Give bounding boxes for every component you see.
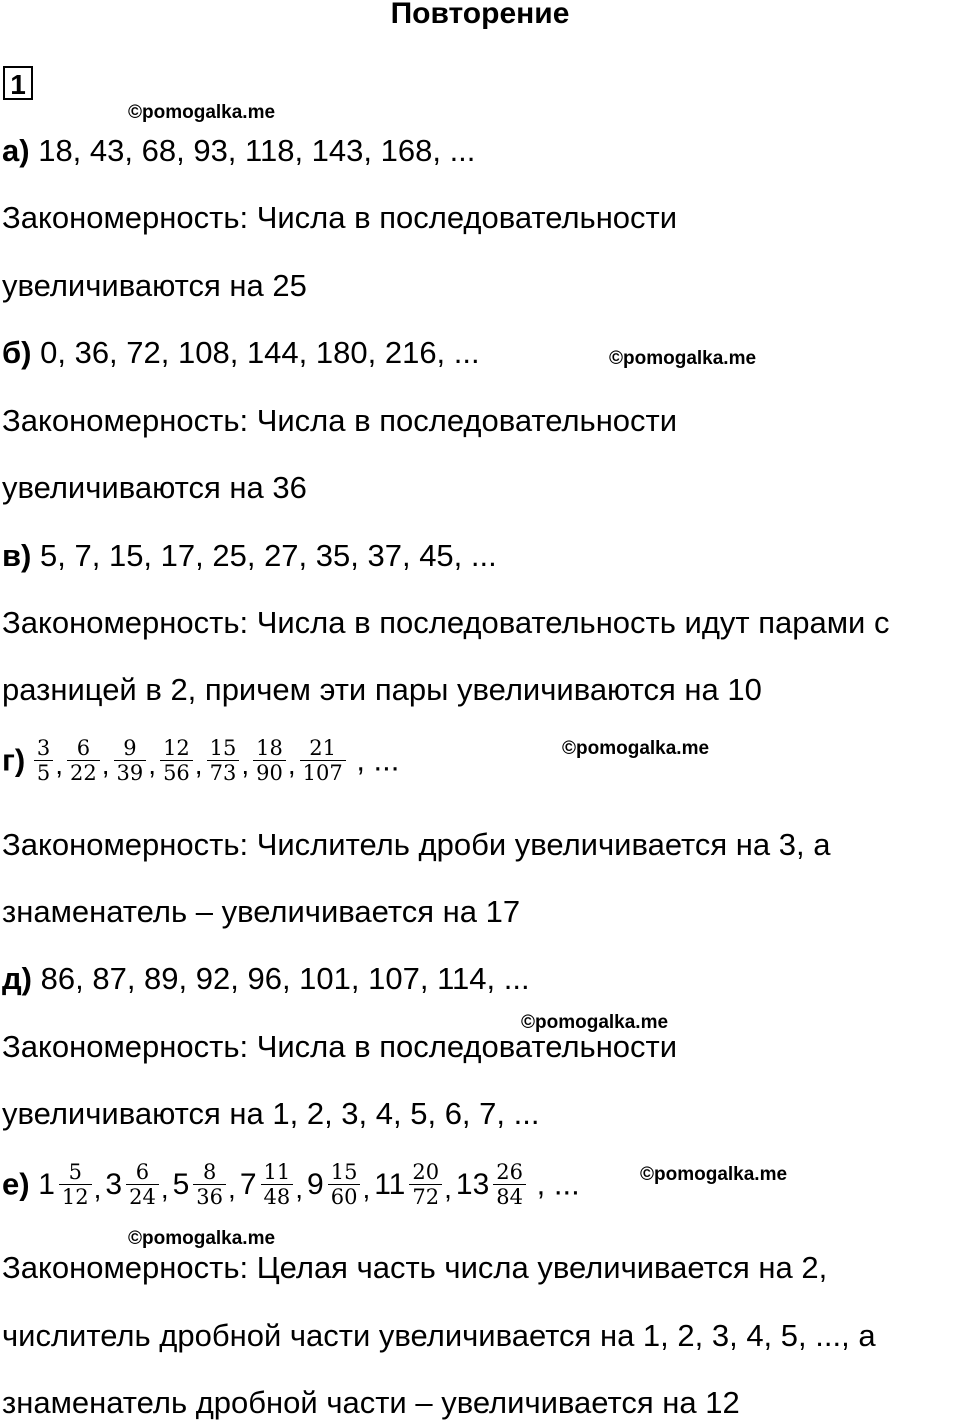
item-b-rule-2: увеличиваются на 36 [2,470,307,505]
g-term [160,736,193,785]
comma-separator: , [194,749,203,780]
item-a-label: а) [2,133,30,168]
numerator: 18 [253,736,286,761]
denominator: 90 [256,761,283,785]
item-d-values: 86, 87, 89, 92, 96, 101, 107, 114, ... [40,961,530,996]
g-term [207,736,240,785]
item-e-rule-2: числитель дробной части увеличивается на 1, 2, 3, 4, 5, ..., а [2,1318,876,1353]
whole-part: 3 [105,1167,123,1201]
item-a-sequence [2,131,475,171]
comma-separator: , [287,749,296,780]
numerator: 8 [193,1160,226,1185]
item-g-rule-2: знаменатель – увеличивается на 17 [2,894,521,929]
denominator: 5 [36,761,51,785]
g-term [300,736,346,785]
item-b-rule-1: Закономерность: Числа в последовательности [2,403,678,438]
item-e-mixed-numbers [38,1160,528,1209]
numerator: 20 [409,1160,442,1185]
comma-separator: , [55,749,64,780]
e-term [240,1160,293,1209]
denominator: 22 [70,761,97,785]
watermark: ©pomogalka.me [128,1228,276,1249]
item-v-values: 5, 7, 15, 17, 25, 27, 35, 37, 45, ... [40,538,497,573]
comma-separator: , [160,1173,169,1204]
denominator: 24 [129,1185,156,1209]
e-term [374,1160,442,1209]
fraction [126,1160,159,1209]
fraction [67,736,100,785]
watermark: ©pomogalka.me [640,1164,788,1185]
item-v-sequence [2,536,497,576]
fraction [34,736,53,785]
item-a-rule-1: Закономерность: Числа в последовательности [2,200,678,235]
fraction [328,1160,361,1209]
item-b-values: 0, 36, 72, 108, 144, 180, 216, ... [40,335,480,370]
e-term [456,1160,526,1209]
e-term [307,1160,360,1209]
numerator: 15 [207,736,240,761]
fraction [253,736,286,785]
g-term [34,736,53,785]
item-g-ellipsis: , ... [356,742,400,778]
g-term [67,736,100,785]
watermark: ©pomogalka.me [128,102,276,123]
comma-separator: , [148,749,157,780]
item-v-rule-1: Закономерность: Числа в последовательность идут парами с [2,605,890,640]
denominator: 72 [412,1185,440,1209]
comma-separator: , [241,749,250,780]
whole-part: 5 [172,1167,190,1201]
numerator: 3 [34,736,53,761]
numerator: 5 [59,1160,92,1185]
denominator: 36 [196,1185,224,1209]
item-g-fractions [34,736,348,785]
denominator: 56 [163,761,190,785]
item-d-rule-2: увеличиваются на 1, 2, 3, 4, 5, 6, 7, ... [2,1096,540,1131]
comma-separator: , [228,1173,236,1204]
numerator: 21 [300,736,346,761]
denominator: 107 [302,761,343,785]
comma-separator: , [101,749,110,780]
fraction [193,1160,226,1209]
item-g-label: г) [2,742,26,778]
whole-part: 9 [307,1167,324,1201]
item-a-values: 18, 43, 68, 93, 118, 143, 168, ... [38,133,476,168]
denominator: 73 [209,761,237,785]
item-v-label: в) [2,538,32,573]
fraction [160,736,193,785]
denominator: 48 [263,1185,291,1209]
item-e-sequence [2,1160,580,1209]
item-b-label: б) [2,335,32,370]
numerator: 6 [67,736,100,761]
watermark: ©pomogalka.me [609,348,757,369]
fraction [59,1160,92,1209]
denominator: 39 [116,761,144,785]
task-number-box: 1 [3,66,33,100]
fraction [207,736,240,785]
e-term [38,1160,91,1209]
watermark: ©pomogalka.me [562,738,710,759]
denominator: 60 [330,1185,358,1209]
fraction [300,736,346,785]
numerator: 9 [114,736,147,761]
item-e-ellipsis: , ... [536,1166,580,1202]
fraction [493,1160,526,1209]
e-term [173,1160,226,1209]
item-d-label: д) [2,961,33,996]
comma-separator: , [93,1173,102,1204]
item-d-sequence [2,959,530,999]
whole-part: 7 [239,1167,257,1201]
fraction [409,1160,442,1209]
denominator: 84 [496,1185,523,1209]
item-a-rule-2: увеличиваются на 25 [2,268,307,303]
numerator: 15 [328,1160,361,1185]
whole-part: 1 [38,1167,55,1201]
numerator: 12 [160,736,193,761]
item-d-rule-1: Закономерность: Числа в последовательности [2,1029,678,1064]
item-e-label: е) [2,1166,30,1202]
item-e-rule-3: знаменатель дробной части – увеличивается на 12 [2,1385,740,1420]
page-title: Повторение [390,0,570,30]
g-term [114,736,147,785]
g-term [253,736,286,785]
item-b-sequence [2,333,480,373]
fraction [114,736,147,785]
numerator: 6 [126,1160,159,1185]
whole-part: 11 [374,1167,406,1201]
comma-separator: , [362,1173,371,1204]
numerator: 26 [493,1160,526,1185]
comma-separator: , [295,1173,304,1204]
comma-separator: , [444,1173,452,1204]
item-g-sequence [2,736,399,785]
item-v-rule-2: разницей в 2, причем эти пары увеличиваются на 10 [2,672,762,707]
item-g-rule-1: Закономерность: Числитель дроби увеличивается на 3, а [2,827,831,862]
denominator: 12 [61,1185,89,1209]
e-term [105,1160,158,1209]
whole-part: 13 [455,1167,490,1201]
item-e-rule-1: Закономерность: Целая часть числа увеличивается на 2, [2,1250,828,1285]
numerator: 11 [261,1160,294,1185]
fraction [261,1160,294,1209]
watermark: ©pomogalka.me [521,1012,669,1033]
